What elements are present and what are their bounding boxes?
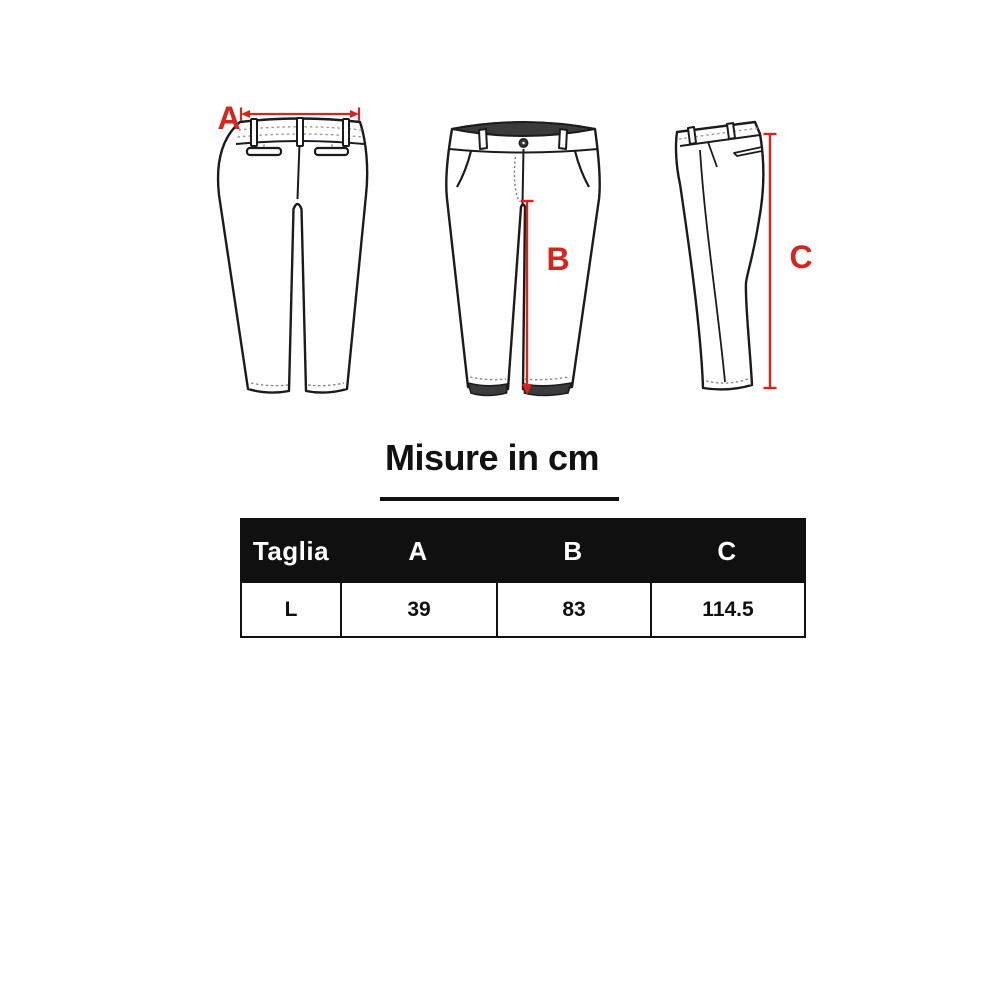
measure-b-label: B xyxy=(546,241,570,277)
measure-a-label: A xyxy=(217,100,241,136)
pants-front-view-icon xyxy=(438,103,608,403)
table-cell-a-value: 39 xyxy=(340,583,496,636)
table-cell-c-value: 114.5 xyxy=(650,583,804,636)
pants-back-view-icon xyxy=(205,98,380,410)
table-header-b: B xyxy=(496,520,650,583)
table-cell-size: L xyxy=(242,583,340,636)
measure-c-label: C xyxy=(789,239,813,275)
table-cell-b-value: 83 xyxy=(496,583,650,636)
title-underline xyxy=(380,497,619,501)
table-header-a: A xyxy=(340,520,496,583)
measure-c-line xyxy=(764,134,777,388)
size-table xyxy=(240,518,806,638)
page-title: Misure in cm xyxy=(384,437,600,478)
table-header-c: C xyxy=(650,520,804,583)
table-header-taglia: Taglia xyxy=(242,520,340,583)
